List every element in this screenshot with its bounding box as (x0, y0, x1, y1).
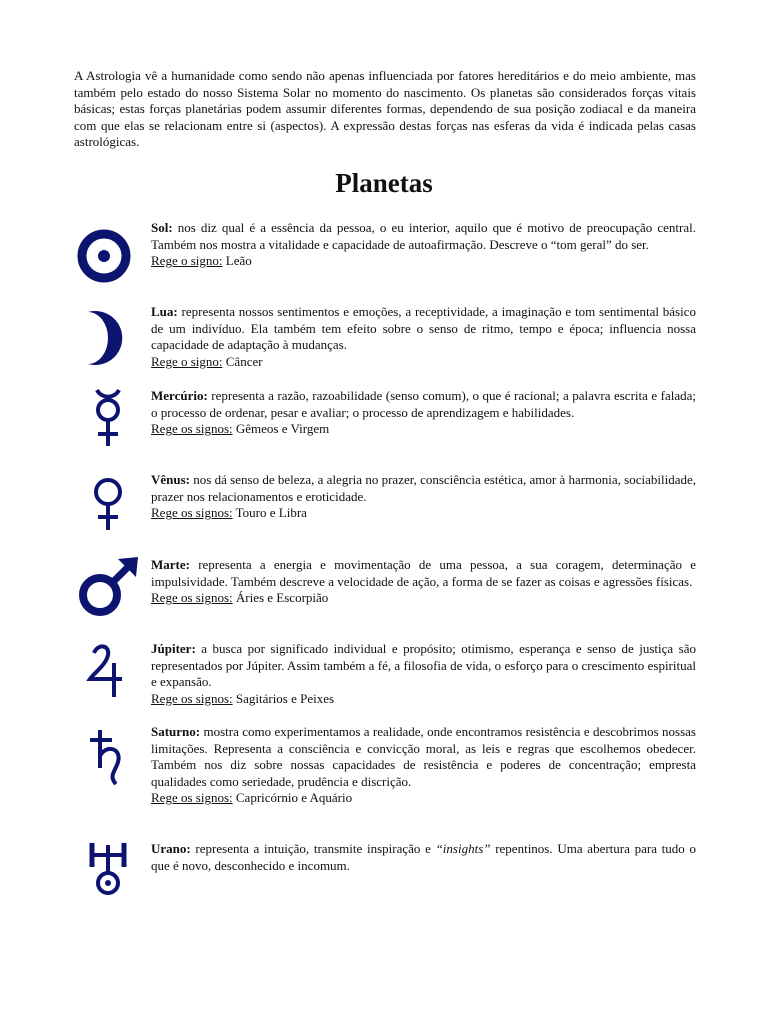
planet-text: representa a energia e movimentação de uma pessoa, a sua coragem, determinação e impulsividade. Também descreve a velocidade de ação, a forma de se fazer as coisas e agressões físicas. (151, 557, 696, 589)
planet-name: Lua: (151, 304, 178, 319)
planet-name: Júpiter: (151, 641, 196, 656)
rule-label: Rege os signos: (151, 505, 233, 521)
uranus-icon (76, 841, 140, 905)
mars-icon (76, 557, 140, 621)
planet-text: a busca por significado individual e propósito; otimismo, esperança e senso de justiça são representados por Júpiter. Assim também a fé, a filosofia de vida, o esforço para o crescimento espiritual e expansão. (151, 641, 696, 690)
planet-description (151, 841, 696, 874)
intro-paragraph: A Astrologia vê a humanidade como sendo não apenas influenciada por fatores hereditários e do meio ambiente, mas também pelo estado do nosso Sistema Solar no momento do nascimento. Os planetas são considerados forças vitais básicas; estas forças planetárias podem assumir diferentes formas, dependendo de sua posição zodiacal e da maneira com que elas se relacionam entre si (aspectos). A expressão destas forças nas esferas da vida é indicada pelas casas astrológicas. (74, 68, 696, 150)
planet-name: Mercúrio: (151, 388, 208, 403)
rule-value: Áries e Escorpião (232, 590, 329, 606)
moon-icon (76, 306, 140, 370)
planet-text: mostra como experimentamos a realidade, onde encontramos resistência e descobrimos nossas limitações. Representa a consciência e convicção moral, as leis e regras que escolhemos obedecer. Também nos diz sobre nossas capacidades de resistência e poderes de concentração; empresta qualidades como seriedade, prudência e discrição. (151, 724, 696, 789)
planet-text: repentinos. Uma abertura para tudo o que é novo, desconhecido e incomum. (151, 841, 697, 873)
planet-description (151, 220, 696, 270)
rule-label: Rege o signo: (151, 353, 223, 369)
planet-description (151, 724, 696, 807)
rule-label: Rege os signos: (151, 790, 233, 806)
rule-value: Gêmeos e Virgem (232, 421, 330, 437)
page-title: Planetas (335, 168, 433, 198)
planet-name: Marte: (151, 557, 190, 572)
planet-name: Sol: (151, 220, 173, 235)
planet-name: Vênus: (151, 472, 191, 487)
rule-label: Rege os signos: (151, 690, 233, 706)
planet-description (151, 472, 696, 522)
planet-description (151, 304, 696, 370)
jupiter-icon (76, 641, 140, 705)
saturn-icon (76, 728, 140, 792)
planet-text: representa a razão, razoabilidade (senso comum), o que é racional; a palavra escrita e falada; o processo de ordenar, pesar e avaliar; o processo de aprendizagem e habilidades. (151, 388, 696, 420)
planet-text: representa a intuição, transmite inspiração e (190, 841, 436, 856)
planet-text-italic: “insights” (435, 841, 491, 856)
rule-label: Rege os signos: (151, 590, 233, 606)
sun-icon (76, 226, 140, 290)
rule-label: Rege os signos: (151, 421, 233, 437)
planet-text: nos dá senso de beleza, a alegria no prazer, consciência estética, amor à harmonia, sociabilidade, prazer nos relacionamentos e eroticidade. (151, 472, 696, 504)
planet-description (151, 388, 696, 438)
planet-description (151, 557, 696, 607)
rule-value: Leão (222, 253, 252, 269)
planet-description (151, 641, 696, 707)
planet-text: nos diz qual é a essência da pessoa, o eu interior, aquilo que é motivo de preocupação central. Também nos mostra a vitalidade e capacidade de autoafirmação. Descreve o “tom geral” do ser. (151, 220, 696, 252)
rule-value: Touro e Libra (232, 505, 307, 521)
rule-value: Sagitários e Peixes (232, 690, 335, 706)
mercury-icon (76, 388, 140, 452)
rule-value: Capricórnio e Aquário (232, 790, 353, 806)
planet-text: representa nossos sentimentos e emoções, a receptividade, a imaginação e tom sentimental básico de um indivíduo. Ela também tem efeito sobre o senso de ritmo, tempo e época; influencia nossa capacidade de adaptação à mudanças. (151, 304, 696, 353)
venus-icon (76, 474, 140, 538)
rule-label: Rege o signo: (151, 253, 223, 269)
planet-name: Urano: (151, 841, 191, 856)
rule-value: Câncer (222, 353, 263, 369)
planet-name: Saturno: (151, 724, 201, 739)
